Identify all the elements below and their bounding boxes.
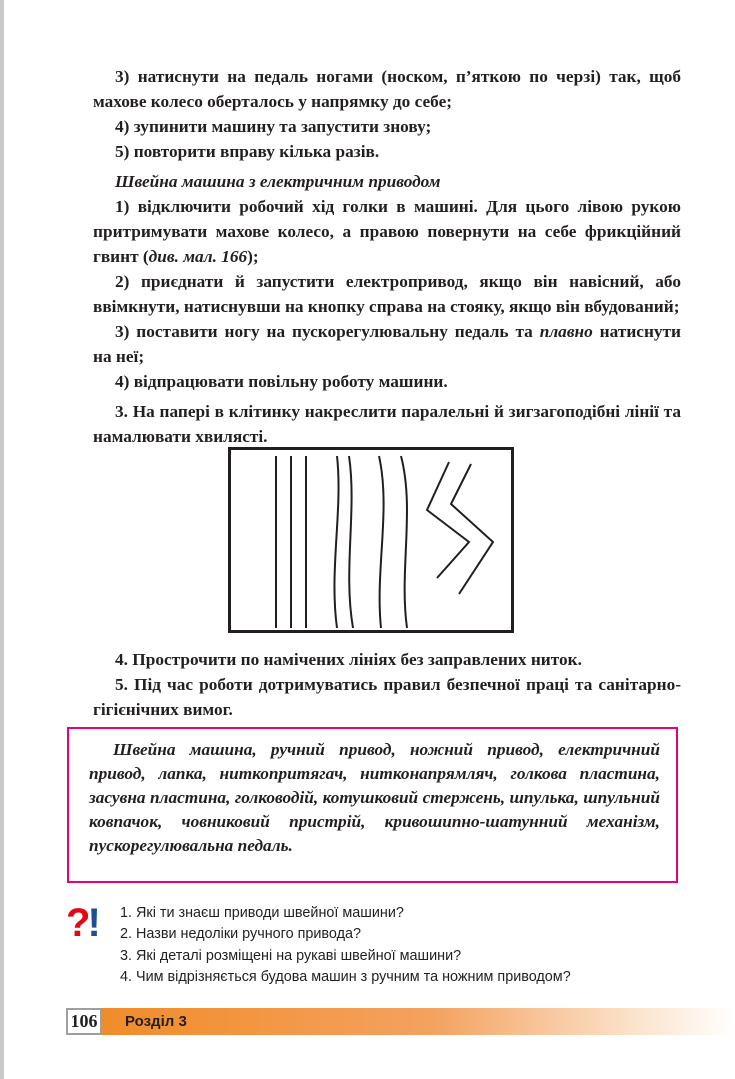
line-drawing-figure (228, 447, 514, 633)
question-icon (66, 903, 101, 943)
task-5: 5. Під час роботи дотримуватись правил безпечної праці та санітарно-гігієнічних вимог. (93, 675, 681, 719)
figure-reference: див. мал. 166 (148, 247, 248, 266)
instructions-text (93, 64, 681, 449)
lines-illustration (231, 450, 511, 630)
tasks-text (93, 647, 681, 722)
zigzag-line-2 (451, 464, 493, 594)
manual-step-4: 4) зупинити машину та запустити знову; (115, 117, 432, 136)
question-item: 1. Які ти знаєш приводи швейної машини? (120, 905, 404, 921)
electric-step-4: 4) відпрацювати повільну роботу машини. (115, 372, 448, 391)
task-4: 4. Прострочити по намічених лініях без заправлених ниток. (115, 650, 582, 669)
electric-step-1: 1) відключити робочий хід голки в машині. Для цього лівою рукою притримувати махове колесо, а правою повернути на себе фрикційний гвинт (див. мал. 166); (93, 197, 681, 266)
question-mark-icon: ? (66, 901, 91, 945)
page-number: 106 (66, 1008, 102, 1035)
task-3: 3. На папері в клітинку накреслити паралельні й зигзагоподібні лінії та намалювати хвилясті. (93, 402, 681, 446)
wavy-line-3 (379, 456, 384, 628)
page-edge-rule (0, 0, 4, 1079)
key-terms-box: Швейна машина, ручний привод, ножний привод, електричний привод, лапка, ниткопритягач, нитконапрямляч, голкова пластина, засувна пластина, голководій, котушковий стержень, шпулька, шпульний ковпачок, човниковий пристрій, кривошипно-шатунний механізм, пускорегулювальна педаль. (67, 727, 678, 883)
question-item: 4. Чим відрізняється будова машин з ручним та ножним приводом? (120, 968, 571, 985)
wavy-line-1 (334, 456, 338, 628)
exclamation-mark-icon: ! (87, 901, 101, 945)
emphasis-word: плавно (539, 322, 593, 341)
wavy-line-4 (401, 456, 407, 628)
electric-step-3: 3) поставити ногу на пускорегулювальну педаль та плавно натиснути на неї; (93, 322, 681, 366)
electric-step-2: 2) приєднати й запустити електропривод, якщо він навісний, або ввімкнути, натиснувши на кнопку справа на стояку, якщо він вбудований; (93, 272, 681, 316)
manual-step-5: 5) повторити вправу кілька разів. (115, 142, 380, 161)
manual-step-3: 3) натиснути на педаль ногами (носком, п’яткою по черзі) так, щоб махове колесо оберталось у напрямку до себе; (93, 67, 681, 111)
question-item: 3. Які деталі розміщені на рукаві швейної машини? (120, 947, 462, 964)
wavy-line-2 (349, 456, 353, 628)
review-questions (120, 903, 571, 988)
section-label: Розділ 3 (125, 1013, 187, 1030)
electric-drive-heading: Швейна машина з електричним приводом (115, 172, 441, 191)
question-item: 2. Назви недоліки ручного привода? (120, 926, 361, 943)
